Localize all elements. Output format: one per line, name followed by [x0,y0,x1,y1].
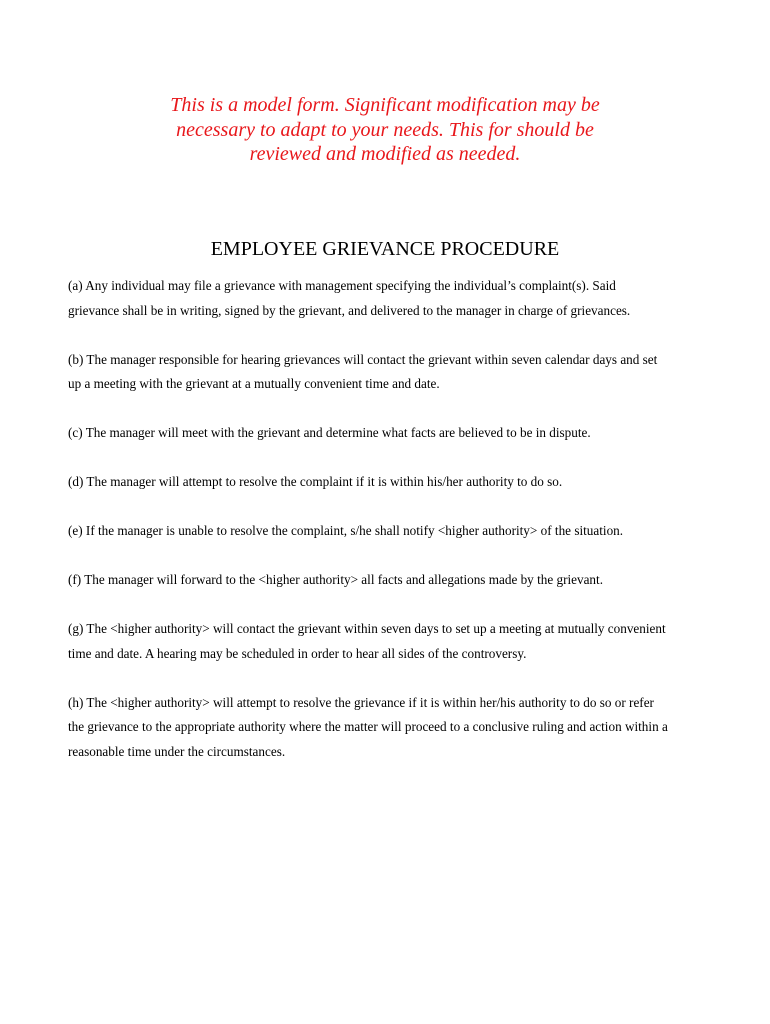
paragraph-c [68,421,708,446]
paragraph-line: (g) The <higher authority> will contact the grievant within seven days to set up a meeting at mutually convenient [68,621,666,636]
model-form-notice [120,93,650,167]
paragraph-line: (a) Any individual may file a grievance with management specifying the individual’s complaint(s). Said [68,278,616,293]
document-title: EMPLOYEE GRIEVANCE PROCEDURE [210,238,560,260]
paragraph-d [68,470,708,495]
paragraph-line: (h) The <higher authority> will attempt to resolve the grievance if it is within her/his authority to do so or refer [68,694,654,710]
paragraph-line: (e) If the manager is unable to resolve the complaint, s/he shall notify <higher authority> of the situation. [68,523,624,538]
paragraph-h [68,691,708,765]
notice-line: reviewed and modified as needed. [249,143,521,165]
paragraph-line: (c) The manager will meet with the grievant and determine what facts are believed to be in dispute. [68,425,591,440]
paragraph-f [68,568,708,593]
paragraph-g [68,617,708,666]
paragraph-a [68,274,708,323]
paragraph-line: (d) The manager will attempt to resolve the complaint if it is within his/her authority to do so. [68,474,563,489]
paragraph-e [68,519,708,544]
document-body [68,274,708,789]
paragraph-line: grievance shall be in writing, signed by the grievant, and delivered to the manager in charge of grievances. [68,302,631,318]
paragraph-b [68,348,708,397]
paragraph-line: time and date. A hearing may be scheduled in order to hear all sides of the controversy. [68,645,527,661]
notice-line: necessary to adapt to your needs. This for should be [176,118,594,141]
paragraph-line: the grievance to the appropriate authority where the matter will proceed to a conclusive ruling and action within a [68,719,668,734]
paragraph-line: reasonable time under the circumstances. [68,743,286,759]
notice-line: This is a model form. Significant modification may be [170,94,600,116]
paragraph-line: up a meeting with the grievant at a mutually convenient time and date. [68,376,440,391]
paragraph-line: (f) The manager will forward to the <higher authority> all facts and allegations made by the grievant. [68,572,603,587]
paragraph-line: (b) The manager responsible for hearing grievances will contact the grievant within seven calendar days and set [68,351,658,367]
